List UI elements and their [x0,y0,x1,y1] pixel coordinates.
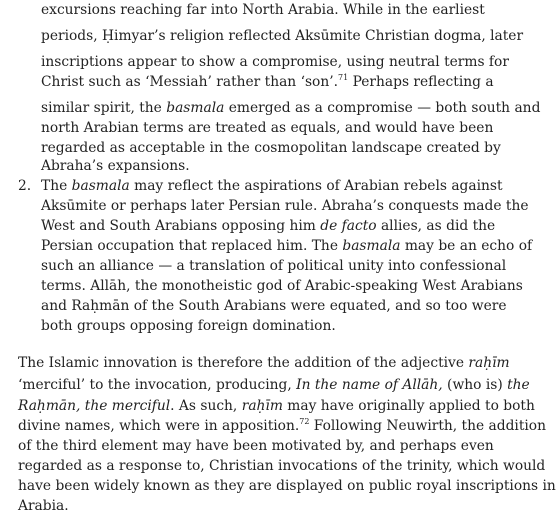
text-run: may be an echo of [400,238,533,254]
paragraph-line-6: regarded as a response to, Christian invocations of the trinity, which would [18,458,546,474]
italic-term: basmala [71,178,130,194]
paragraph-line-8: Arabia. [18,498,69,514]
paragraph-line-3 [18,396,535,416]
text-run: (who is) [442,377,508,393]
text-run: West and South Arabians opposing him [41,218,321,234]
list-item-1-line-2: periods, Ḥimyar’s religion reflected Aksūmite Christian dogma, later [41,28,524,44]
text-run: similar spirit, the [41,100,167,116]
paragraph-line-2 [18,375,530,395]
paragraph-line-1 [18,353,510,373]
italic-term: raḥīm [468,355,510,371]
text-run: may have originally applied to both [282,398,535,414]
text-run: ‘merciful’ to the invocation, producing, [18,377,297,393]
italic-phrase: Raḥmān, the merciful [18,398,171,414]
italic-term: the [507,377,530,393]
italic-phrase: In the name of Allāh, [296,377,443,393]
list-item-2-line-4 [41,236,533,256]
text-run: Persian occupation that replaced him. The [41,238,343,254]
list-item-1-line-7: regarded as acceptable in the cosmopolitan landscape created by [41,140,501,156]
footnote-ref-72[interactable]: 72 [299,417,310,426]
italic-term: basmala [166,100,225,116]
text-run: divine names, which were in apposition. [18,418,300,434]
list-item-2-line-7: and Raḥmān of the South Arabians were equated, and so too were [41,298,507,314]
list-item-1-line-1: excursions reaching far into North Arabia. While in the earliest [41,2,485,18]
text-run: The Islamic innovation is therefore the addition of the adjective [18,355,469,371]
text-run: . As such, [170,398,242,414]
list-item-1-line-6: north Arabian terms are treated as equals, and would have been [41,120,494,136]
text-run: allies, as did the [376,218,496,234]
list-item-1-line-4 [41,72,494,92]
italic-term: raḥīm [241,398,283,414]
list-item-2-line-2: Aksūmite or perhaps later Persian rule. Abraha’s conquests made the [41,198,529,214]
italic-term: basmala [342,238,401,254]
text-run: Christ such as ‘Messiah’ rather than ‘son’. [41,74,339,90]
paragraph-line-7: have been widely known as they are displayed on public royal inscriptions in [18,478,556,494]
list-item-1-line-8: Abraha’s expansions. [41,158,190,174]
footnote-ref-71[interactable]: 71 [338,73,349,82]
list-item-2-line-1 [41,176,503,196]
paragraph-line-4 [18,416,546,436]
text-run: The [41,178,72,194]
text-run: Perhaps reflecting a [348,74,494,90]
text-run: may reflect the aspirations of Arabian rebels against [129,178,503,194]
list-item-2-line-6: terms. Allāh, the monotheistic god of Arabic-speaking West Arabians [41,278,523,294]
text-run: Following Neuwirth, the addition [309,418,546,434]
list-number: 2. [18,178,32,194]
list-item-1-line-3: inscriptions appear to show a compromise, using neutral terms for [41,54,509,70]
list-item-2-line-8: both groups opposing foreign domination. [41,318,336,334]
paragraph-line-5: of the third element may have been motivated by, and perhaps even [18,438,494,454]
italic-term: de facto [320,218,377,234]
list-item-2-line-5: such an alliance — a translation of political unity into confessional [41,258,507,274]
list-item-1-line-5 [41,98,541,118]
text-run: emerged as a compromise — both south and [224,100,541,116]
list-item-2-line-3 [41,216,496,236]
